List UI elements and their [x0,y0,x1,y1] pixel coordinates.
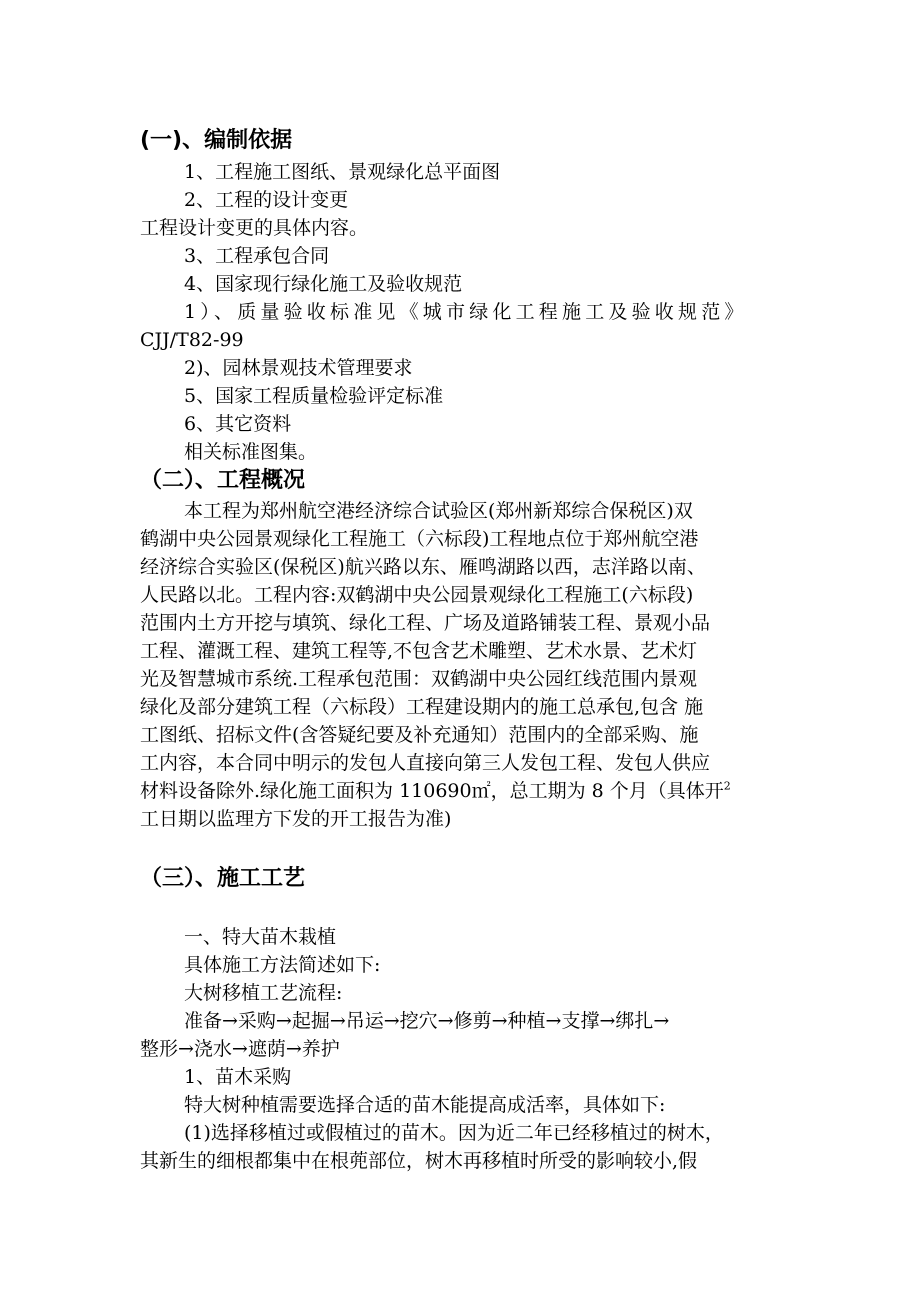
process-line: 一、特大苗木栽植 [184,926,337,948]
basis-item: 5、国家工程质量检验评定标准 [184,385,444,407]
basis-item: 1、工程施工图纸、景观绿化总平面图 [184,161,501,183]
overview-line: 工日期以监理方下发的开工报告为准) [140,808,452,830]
process-line: 1、苗木采购 [184,1066,292,1088]
overview-line: 工内容，本合同中明示的发包人直接向第三人发包工程、发包人供应 [140,752,711,774]
overview-line: 范围内土方开挖与填筑、绿化工程、广场及道路铺装工程、景观小品 [140,612,711,634]
section-heading-process: （三）、施工工艺 [140,866,306,891]
basis-item: 2、工程的设计变更 [184,189,349,211]
basis-item: 1）、质量验收标准见《城市绿化工程施工及验收规范》 [184,301,748,323]
basis-item: 3、工程承包合同 [184,245,330,267]
overview-line: 工程、灌溉工程、建筑工程等,不包含艺术雕塑、艺术水景、艺术灯 [140,640,698,662]
basis-item: 相关标准图集。 [184,441,318,463]
overview-line: 本工程为郑州航空港经济综合试验区(郑州新郑综合保税区)双 [184,500,693,522]
overview-line: 绿化及部分建筑工程（六标段）工程建设期内的施工总承包,包含 施 [140,696,704,718]
basis-item: 工程设计变更的具体内容。 [140,217,369,239]
section-heading-overview: （二）、工程概况 [140,468,306,493]
basis-item: 4、国家现行绿化施工及验收规范 [184,273,463,295]
area-unit-superscript: 2 [723,779,731,793]
process-line: 具体施工方法简述如下: [184,954,381,976]
process-line: 准备→采购→起掘→吊运→挖穴→修剪→种植→支撑→绑扎→ [184,1010,670,1032]
section-heading-basis: (一)、编制依据 [140,128,293,153]
overview-line: 工图纸、招标文件(含答疑纪要及补充通知）范围内的全部采购、施 [140,724,699,746]
overview-line-text: 材料设备除外.绿化施工面积为 110690㎡，总工期为 8 个月（具体开 [140,780,724,802]
process-line: 其新生的细根都集中在根蔸部位，树木再移植时所受的影响较小,假 [140,1150,698,1172]
process-line: 大树移植工艺流程: [184,982,343,1004]
basis-item: CJJ/T82-99 [140,329,244,351]
basis-item: 6、其它资料 [184,413,292,435]
process-line: 整形→浇水→遮荫→养护 [140,1038,340,1060]
basis-item: 2)、园林景观技术管理要求 [184,357,413,379]
overview-line [140,777,731,805]
process-line: (1)选择移植过或假植过的苗木。因为近二年已经移植过的树木， [184,1122,724,1144]
overview-line: 人民路以北。工程内容:双鹤湖中央公园景观绿化工程施工(六标段) [140,584,694,606]
process-line: 特大树种植需要选择合适的苗木能提高成活率，具体如下: [184,1094,666,1116]
overview-line: 鹤湖中央公园景观绿化工程施工（六标段)工程地点位于郑州航空港 [140,528,699,550]
overview-line: 光及智慧城市系统.工程承包范围：双鹤湖中央公园红线范围内景观 [140,668,698,690]
overview-line: 经济综合实验区(保税区)航兴路以东、雁鸣湖路以西，志洋路以南、 [140,556,706,578]
